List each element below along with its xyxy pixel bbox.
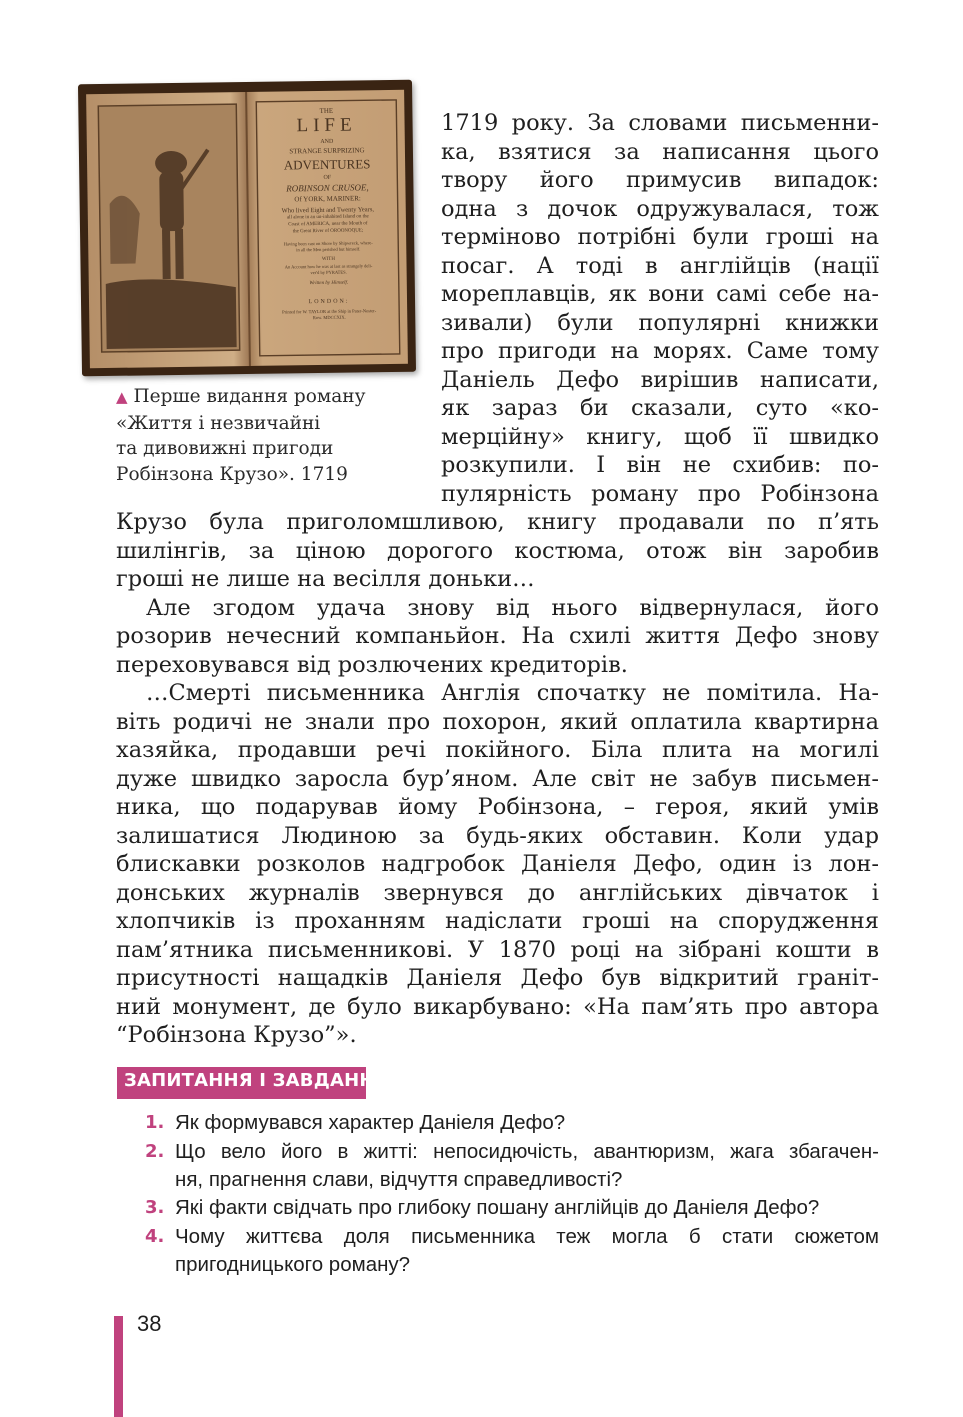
text-line: терміново потрібні були гроші на bbox=[441, 224, 879, 250]
text-line: Даніель Дефо вирішив написати, bbox=[441, 366, 879, 393]
text-line: ний монумент, де було викарбувано: «На пам’ять про автора bbox=[116, 993, 879, 1020]
questions-heading: ЗАПИТАННЯ І ЗАВДАННЯ bbox=[124, 1070, 389, 1091]
figure-caption bbox=[116, 384, 416, 487]
text-line: присутності нащадків Даніеля Дефо був відкритий граніт- bbox=[116, 965, 879, 991]
text-line: хлопчиків із проханням надіслати гроші на спорудження bbox=[116, 908, 879, 934]
text-line: Але згодом удача знову від нього відвернулася, його bbox=[146, 594, 879, 621]
caption-line: та дивовижні пригоди bbox=[116, 438, 334, 459]
question-line: Чому життєва доля письменника теж могла б стати сюжетом bbox=[175, 1225, 879, 1248]
title-line: Row. MDCCXIX. bbox=[312, 314, 346, 321]
page-number: 38 bbox=[137, 1311, 162, 1336]
title-line: Written by Himself. bbox=[309, 280, 349, 287]
text-line: посаг. А тоді в англійців (нації bbox=[441, 252, 879, 279]
title-line: ver'd by PYRATES. bbox=[310, 269, 347, 276]
title-line: STRANGE SURPRIZING bbox=[289, 146, 365, 156]
question-number: 3. bbox=[145, 1197, 165, 1218]
text-line: шилінгів, за ціною дорогого костюма, отож він заробив bbox=[116, 537, 879, 564]
caption-line: Перше видання роману bbox=[133, 386, 366, 407]
text-line: “Робінзона Крузо”». bbox=[116, 1022, 357, 1048]
text-line: віть родичі не знали про похорон, який оплатила квартирна bbox=[116, 708, 879, 735]
title-line: Printed for W. TAYLOR at the Ship in Pater-Noster- bbox=[282, 308, 377, 315]
title-line: ADVENTURES bbox=[283, 156, 371, 173]
text-line: …Смерті письменника Англія спочатку не помітила. На- bbox=[146, 680, 879, 706]
title-line: Having been cast on Shore by Shipwreck, where- bbox=[283, 240, 373, 247]
text-line: переховувався від розлючених кредиторів. bbox=[116, 651, 628, 678]
question-line: Як формувався характер Даніеля Дефо? bbox=[175, 1111, 566, 1134]
title-line: the Great River of OROONOQUE; bbox=[292, 228, 364, 235]
text-line: твору його примусив випадок: bbox=[441, 167, 879, 193]
question-number: 1. bbox=[145, 1112, 165, 1133]
text-line: розкупили. І він не схибив: по- bbox=[441, 452, 879, 478]
caption-line: «Життя і незвичайні bbox=[116, 412, 321, 434]
question-number: 4. bbox=[145, 1226, 165, 1247]
text-line: ка, взятися за написання цього bbox=[441, 138, 879, 165]
page-margin-bar bbox=[114, 1316, 123, 1417]
title-line: WITH bbox=[321, 256, 336, 262]
question-line: Які факти свідчать про глибоку пошану англійців до Даніеля Дефо? bbox=[175, 1196, 820, 1219]
question-number: 2. bbox=[145, 1141, 165, 1162]
text-line: дуже швидко заросла бур’яном. Але світ не забув письмен- bbox=[116, 765, 879, 792]
question-line: Що вело його в житті: непосидючість, авантюризм, жага збагачен- bbox=[175, 1140, 879, 1163]
title-line: all alone in an un-inhabited Island on the bbox=[286, 214, 369, 221]
text-line: про пригоди на морях. Саме тому bbox=[441, 338, 879, 364]
title-line: Of YORK, MARINER: bbox=[294, 194, 361, 204]
text-line: залишатися Людиною за будь-яких обставин. Коли удар bbox=[116, 822, 879, 849]
text-line: 1719 року. За словами письменни- bbox=[441, 110, 879, 136]
text-line: гроші не лише на весілля доньки… bbox=[116, 566, 535, 592]
text-line: мореплавців, як вони самі себе на- bbox=[441, 281, 879, 307]
text-line: мерційну» книгу, щоб її швидко bbox=[441, 423, 879, 450]
caption-line: Робінзона Крузо». 1719 bbox=[116, 463, 348, 485]
text-line: донських журналів звернувся до англійських дівчаток і bbox=[116, 879, 879, 906]
title-line: LIFE bbox=[296, 114, 357, 137]
book-photo bbox=[78, 80, 416, 377]
title-line: AND bbox=[320, 138, 334, 145]
text-line: одна з дочок одружувалася, тож bbox=[441, 195, 879, 222]
text-line: Крузо була приголомшливою, книгу продавали по п’ять bbox=[116, 509, 879, 535]
title-line: Who lived Eight and Twenty Years, bbox=[281, 206, 375, 215]
title-line: THE bbox=[319, 106, 334, 115]
text-line: зивали) були популярні книжки bbox=[441, 309, 879, 336]
title-line: in all the Men perished but himself. bbox=[296, 246, 361, 253]
text-line: як зараз би сказали, суто «ко- bbox=[441, 395, 879, 421]
text-line: хазяйка, продавши речі покійного. Біла плита на могилі bbox=[116, 737, 879, 763]
question-line: ня, прагнення слави, відчуття справедливості? bbox=[175, 1168, 623, 1191]
title-line: ROBINSON CRUSOE, bbox=[286, 182, 369, 194]
title-line: OF bbox=[323, 174, 332, 181]
text-line: блискавки розколов надгробок Даніеля Дефо, один із лон- bbox=[116, 851, 879, 877]
title-line: An Account how he was at last as strangely deli- bbox=[284, 263, 373, 270]
text-line: пулярність роману про Робінзона bbox=[441, 480, 879, 507]
triangle-marker-icon: ▲ bbox=[116, 388, 128, 406]
text-line: розорив нечесний компаньйон. На схилі життя Дефо знову bbox=[116, 623, 879, 649]
text-line: пам’ятника письменникові. У 1870 році на зібрані кошти в bbox=[116, 936, 879, 963]
title-line: Coast of AMERICA, near the Mouth of bbox=[288, 221, 368, 228]
question-line: пригодницького роману? bbox=[175, 1253, 411, 1276]
title-line: LONDON: bbox=[308, 298, 350, 306]
text-line: ника, що подарував йому Робінзона, – героя, який умів bbox=[116, 794, 879, 820]
